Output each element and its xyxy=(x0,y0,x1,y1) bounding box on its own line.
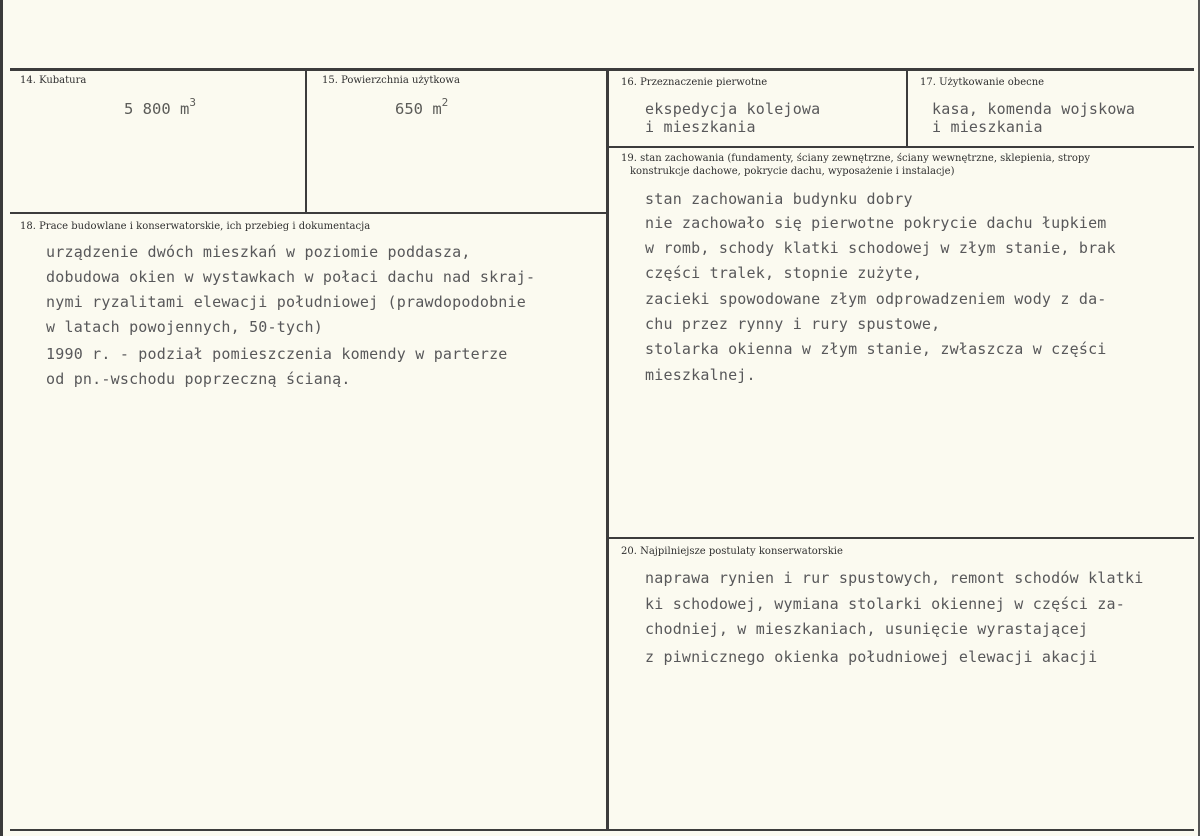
postulaty-line: chodniej, w mieszkaniach, usunięcie wyrastającej xyxy=(645,620,1089,638)
prace-line: urządzenie dwóch mieszkań w poziomie poddasza, xyxy=(46,243,471,261)
stan-line: w romb, schody klatki schodowej w złym stanie, brak xyxy=(645,239,1116,257)
postulaty-line: z piwnicznego okienka południowej elewacji akacji xyxy=(645,648,1098,666)
stan-line: zacieki spowodowane złym odprowadzeniem wody z da- xyxy=(645,290,1107,308)
bottom-rule xyxy=(10,829,1194,831)
powierzchnia-label: 15. Powierzchnia użytkowa xyxy=(322,75,460,86)
kubatura-number: 5 800 m xyxy=(124,100,190,119)
stan-line: stan zachowania budynku dobry xyxy=(645,190,913,208)
powierzchnia-unit-exponent: 2 xyxy=(441,96,449,109)
przeznaczenie-label: 16. Przeznaczenie pierwotne xyxy=(621,77,768,88)
prace-line: od pn.-wschodu poprzeczną ścianą. xyxy=(46,370,351,388)
prace-line: 1990 r. - podział pomieszczenia komendy w parterze xyxy=(46,345,508,363)
divider-16-17 xyxy=(906,70,908,147)
divider-14-15 xyxy=(305,70,307,213)
stan-line: chu przez rynny i rury spustowe, xyxy=(645,315,941,333)
postulaty-label: 20. Najpilniejsze postulaty konserwatorskie xyxy=(621,546,843,557)
stan-line: części tralek, stopnie zużyte, xyxy=(645,264,922,282)
postulaty-line: naprawa rynien i rur spustowych, remont schodów klatki xyxy=(645,569,1144,587)
uzytkowanie-label: 17. Użytkowanie obecne xyxy=(920,77,1045,88)
prace-line: dobudowa okien w wystawkach w połaci dachu nad skraj- xyxy=(46,268,536,286)
row1-bottom-rule-left xyxy=(10,212,608,214)
prace-line: w latach powojennych, 50-tych) xyxy=(46,318,323,336)
stan-zachowania-label: 19. stan zachowania (fundamenty, ściany zewnętrzne, ściany wewnętrzne, sklepienia, stropy xyxy=(621,153,1090,164)
kubatura-value xyxy=(124,98,196,118)
row1-bottom-rule-right xyxy=(608,146,1194,148)
kubatura-label: 14. Kubatura xyxy=(20,75,87,86)
przeznaczenie-line: i mieszkania xyxy=(645,118,756,136)
top-rule xyxy=(10,68,1194,71)
uzytkowanie-line: kasa, komenda wojskowa xyxy=(932,100,1136,118)
uzytkowanie-line: i mieszkania xyxy=(932,118,1043,136)
section20-top-rule xyxy=(608,537,1194,539)
center-divider xyxy=(606,70,609,830)
stan-line: mieszkalnej. xyxy=(645,366,756,384)
prace-budowlane-label: 18. Prace budowlane i konserwatorskie, ich przebieg i dokumentacja xyxy=(20,221,371,232)
postulaty-line: ki schodowej, wymiana stolarki okiennej w części za- xyxy=(645,595,1125,613)
powierzchnia-value xyxy=(395,98,448,118)
powierzchnia-number: 650 m xyxy=(395,100,442,119)
prace-line: nymi ryzalitami elewacji południowej (prawdopodobnie xyxy=(46,293,526,311)
stan-line: stolarka okienna w złym stanie, zwłaszcza w części xyxy=(645,340,1107,358)
stan-line: nie zachowało się pierwotne pokrycie dachu łupkiem xyxy=(645,214,1107,232)
stan-zachowania-label-cont: konstrukcje dachowe, pokrycie dachu, wyposażenie i instalacje) xyxy=(630,166,955,177)
przeznaczenie-line: ekspedycja kolejowa xyxy=(645,100,821,118)
kubatura-unit-exponent: 3 xyxy=(189,96,196,109)
